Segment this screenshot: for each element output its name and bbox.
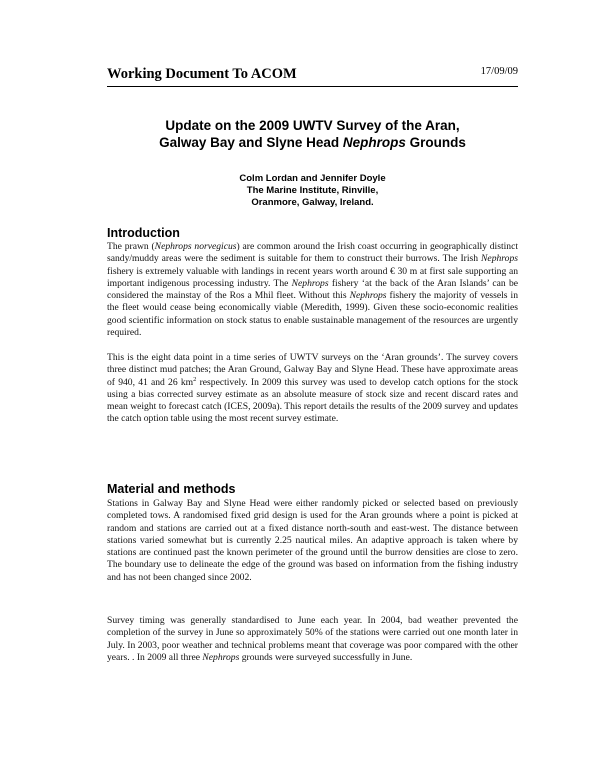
text-run: fishery ‘at the back of the Aran Islands’ can be considered the mainstay of the Ros a Mhil fleet. Without this bbox=[107, 277, 518, 302]
superscript: 2 bbox=[193, 375, 197, 383]
text-run: ) are common around the Irish coast occurring in geographically distinct sandy/muddy areas were the sediment is suitable for them to construct their burrows. The Irish bbox=[107, 241, 518, 265]
author-block bbox=[107, 173, 518, 209]
title-species: Nephrops bbox=[342, 135, 406, 150]
running-header bbox=[107, 64, 518, 87]
title-text-end: Grounds bbox=[405, 135, 466, 150]
species-name: Nephrops bbox=[481, 253, 518, 265]
author-names: Colm Lordan and Jennifer Doyle bbox=[239, 173, 386, 184]
introduction-heading: Introduction bbox=[107, 226, 180, 240]
text-run: Survey timing was generally standardised to June each year. In 2004, bad weather prevented the completion of the survey in June so approximately 50% of the stations were carried out one month later in July. In 2003, poor weather and technical problems meant that coverage was poor compared with the other years. . In 2009 all three bbox=[107, 615, 518, 663]
title-text: Galway Bay and Slyne Head bbox=[159, 135, 343, 150]
species-name: Nephrops norvegicus bbox=[154, 241, 237, 252]
methods-heading: Material and methods bbox=[107, 482, 236, 496]
document-date: 17/09/09 bbox=[480, 66, 518, 77]
text-run: This is the eight data point in a time series of UWTV surveys on the ‘Aran grounds’. The survey covers three distinct mud patches; the Aran Ground, Galway Bay and Slyne Head. These have approximate areas of 940, 41 and 26 km bbox=[107, 352, 518, 388]
title-line-1: Update on the 2009 UWTV Survey of the Aran, bbox=[165, 118, 460, 133]
methods-paragraph-2 bbox=[107, 615, 518, 664]
species-name: Nephrops bbox=[349, 290, 387, 302]
text-run: The prawn ( bbox=[107, 241, 155, 252]
species-name: Nephrops bbox=[202, 651, 240, 663]
species-name: Nephrops bbox=[291, 277, 329, 289]
introduction-paragraph-1 bbox=[107, 241, 518, 339]
author-address: Oranmore, Galway, Ireland. bbox=[251, 197, 374, 208]
title-line-2 bbox=[107, 134, 518, 151]
text-run: fishery is extremely valuable with landings in recent years worth around € 30 m at first sale supporting an important indigenous processing industry. The bbox=[107, 265, 518, 289]
document-label: Working Document To ACOM bbox=[107, 66, 297, 82]
paper-title bbox=[107, 117, 518, 151]
text-run: grounds were surveyed successfully in June. bbox=[239, 651, 413, 663]
author-affiliation: The Marine Institute, Rinville, bbox=[246, 185, 379, 196]
introduction-paragraph-2 bbox=[107, 352, 518, 426]
methods-paragraph-1: Stations in Galway Bay and Slyne Head were either randomly picked or selected based on previously completed tows. A randomised fixed grid design is used for the Aran grounds where a point is picked at random and stations are carried out at a fixed distance north-south and east-west. The distance between stations varied somewhat but is currently 2.25 nautical miles. An adaptive approach is taken where by stations are continued past the known perimeter of the ground until the burrow densities are close to zero. The boundary use to delineate the edge of the ground was based on information from the fishing industry and has not been changed since 2002. bbox=[107, 498, 518, 583]
text-run: fishery the majority of vessels in the fleet would cease being economically viable (Meredith, 1999). Given these socio-economic realities good scientific information on stock status to enable sustainable management of the resources are urgently required. bbox=[107, 290, 518, 339]
text-run: respectively. In 2009 this survey was used to develop catch options for the stock using a bias corrected survey estimate as an absolute measure of stock size and recent discard rates and mean weight to forecast catch (ICES, 2009a). This report details the results of the 2009 survey and updates the catch option table using the most recent survey estimate. bbox=[107, 376, 518, 425]
